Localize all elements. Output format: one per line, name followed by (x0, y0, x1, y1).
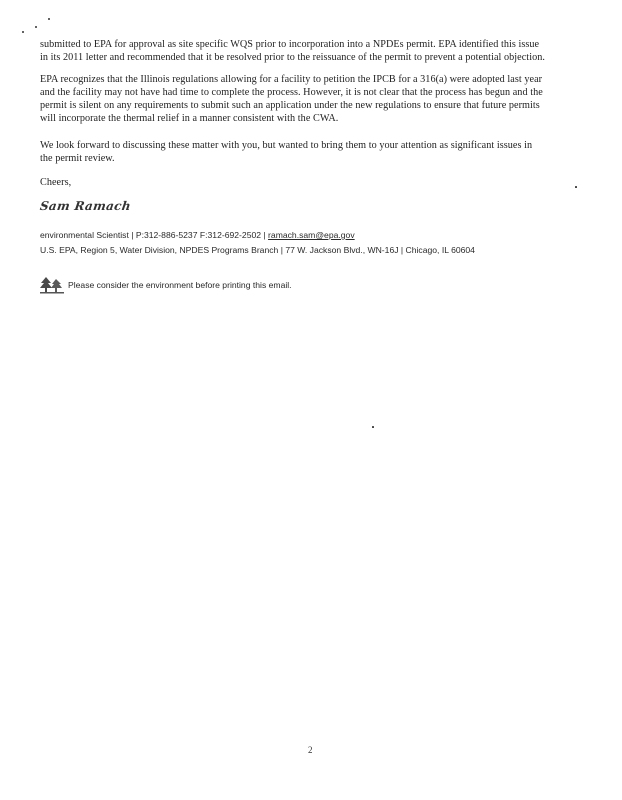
scan-speck (48, 18, 50, 20)
scan-speck (35, 26, 37, 28)
handwritten-signature: Sam Ramach (39, 199, 132, 213)
signature-contact-line (40, 230, 355, 241)
paragraph-line: will incorporate the thermal relief in a manner consistent with the CWA. (40, 113, 339, 124)
closing-salutation: Cheers, (40, 177, 72, 188)
environment-note-text: Please consider the environment before printing this email. (68, 280, 292, 290)
signature-address-line: U.S. EPA, Region 5, Water Division, NPDES Programs Branch | 77 W. Jackson Blvd., WN-16J | Chicago, IL 60604 (40, 245, 475, 255)
scan-speck (575, 186, 577, 188)
title-phone-text: environmental Scientist | P:312-886-5237 F:312-692-2502 | (40, 230, 266, 240)
paragraph-line: the permit review. (40, 153, 115, 164)
paragraph-line: permit is silent on any requirements to submit such an application under the new regulations to ensure that future permits (40, 100, 540, 111)
scan-speck (372, 426, 374, 428)
environment-note (40, 276, 292, 294)
email-link[interactable]: ramach.sam@epa.gov (268, 230, 355, 240)
paragraph-line: EPA recognizes that the Illinois regulations allowing for a facility to petition the IPCB for a 316(a) were adopted last year (40, 74, 543, 85)
paragraph-line: and the facility may not have had time to complete the process. However, it is not clear that the process has begun and the (40, 87, 543, 98)
paragraph-line: We look forward to discussing these matter with you, but wanted to bring them to your attention as significant issues in (40, 140, 533, 151)
page-number: 2 (308, 745, 313, 755)
tree-icon (40, 276, 64, 294)
scan-speck (22, 31, 24, 33)
body-paragraph (40, 38, 568, 64)
body-paragraph (40, 73, 568, 125)
paragraph-line: in its 2011 letter and recommended that it be resolved prior to the reissuance of the permit to prevent a potential objection. (40, 52, 545, 63)
body-paragraph (40, 139, 568, 165)
paragraph-line: submitted to EPA for approval as site specific WQS prior to incorporation into a NPDEs permit. EPA identified this issue (40, 39, 540, 50)
